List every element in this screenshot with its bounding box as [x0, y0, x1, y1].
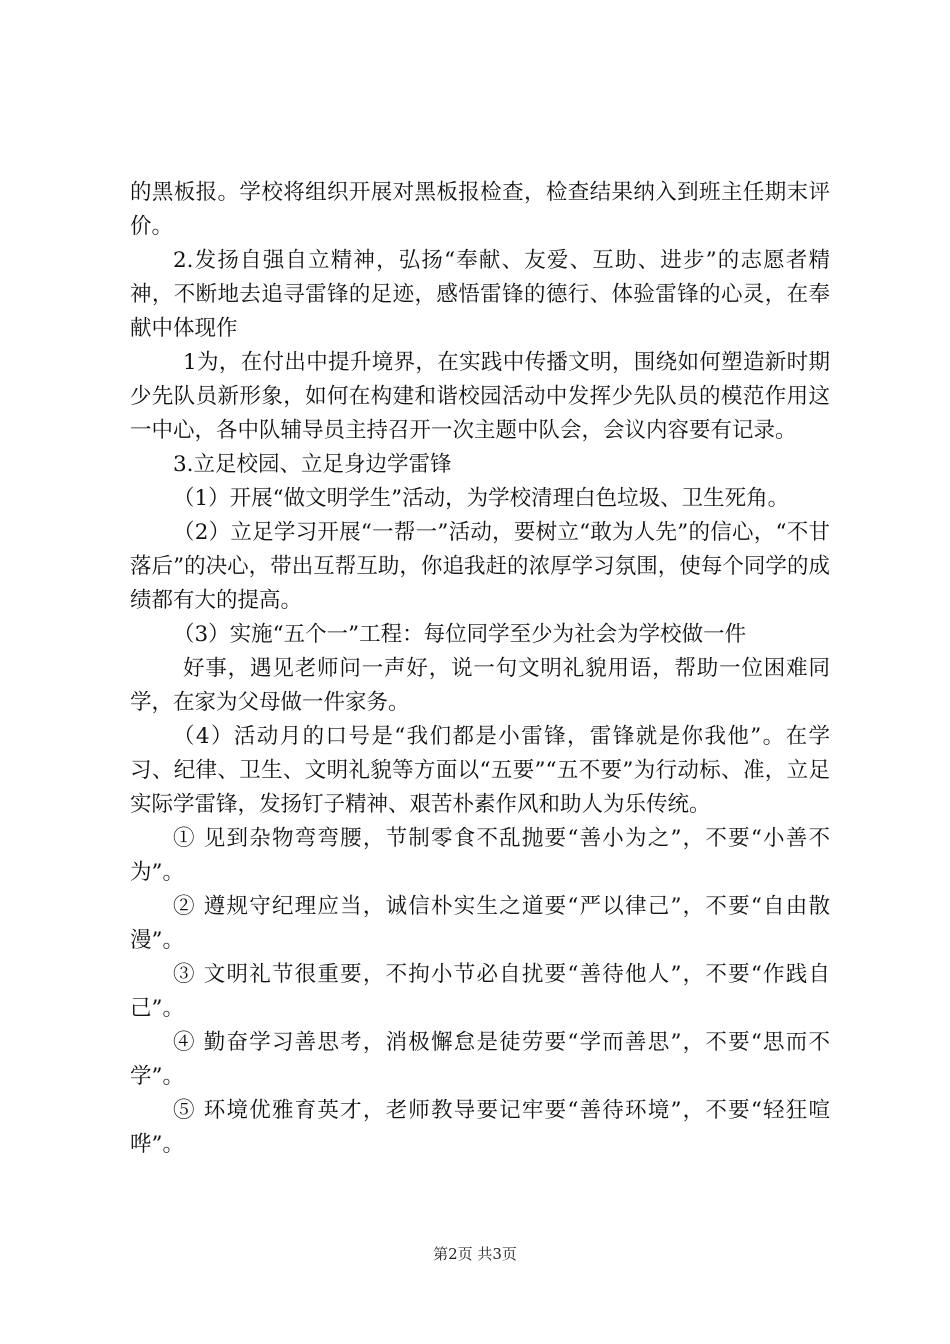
rule-5: ⑤ 环境优雅育英才，老师教导要记牢要“善待环境”，不要“轻狂喧哗”。 [130, 1098, 830, 1157]
paragraph-item-1: （1）开展“做文明学生”活动，为学校清理白色垃圾、卫生死角。 [173, 486, 790, 511]
rule-2: ② 遵规守纪理应当，诚信朴实生之道要“严以律己”，不要“自由散漫”。 [130, 894, 830, 953]
paragraph-1: 的黑板报。学校将组织开展对黑板报检查，检查结果纳入到班主任期末评价。 [130, 180, 830, 239]
rule-4: ④ 勤奋学习善思考，消极懈怠是徒劳要“学而善思”，不要“思而不学”。 [130, 1030, 830, 1089]
paragraph-2: 2.发扬自强自立精神，弘扬“奉献、友爱、互助、进步”的志愿者精神，不断地去追寻雷锋的足迹，感悟雷锋的德行、体验雷锋的心灵，在奉献中体现作 [130, 248, 830, 341]
rule-1: ① 见到杂物弯弯腰，节制零食不乱抛要“善小为之”，不要“小善不为”。 [130, 826, 830, 885]
document-body [130, 176, 830, 1162]
rule-3: ③ 文明礼节很重要，不拘小节必自扰要“善待他人”，不要“作践自己”。 [130, 962, 830, 1021]
page-footer [0, 1243, 950, 1264]
paragraph-item-3-cont: 好事，遇见老师问一声好，说一句文明礼貌用语，帮助一位困难同学，在家为父母做一件家务。 [130, 656, 830, 715]
page-number-label: 第2页 共3页 [433, 1245, 517, 1263]
paragraph-item-3: （3）实施“五个一”工程：每位同学至少为社会为学校做一件 [173, 622, 747, 647]
paragraph-item-2: （2）立足学习开展“一帮一”活动，要树立“敢为人先”的信心，“不甘落后”的决心，带出互帮互助，你追我赶的浓厚学习氛围，使每个同学的成绩都有大的提高。 [130, 520, 830, 613]
paragraph-3: 1为，在付出中提升境界，在实践中传播文明，围绕如何塑造新时期少先队员新形象，如何在构建和谐校园活动中发挥少先队员的模范作用这一中心，各中队辅导员主持召开一次主题中队会，会议内容要有记录。 [130, 350, 830, 443]
paragraph-item-4: （4）活动月的口号是“我们都是小雷锋，雷锋就是你我他”。在学习、纪律、卫生、文明礼貌等方面以“五要”“五不要”为行动标、准，立足实际学雷锋，发扬钉子精神、艰苦朴素作风和助人为乐传统。 [130, 724, 830, 817]
section-heading-3: 3.立足校园、立足身边学雷锋 [173, 452, 452, 477]
